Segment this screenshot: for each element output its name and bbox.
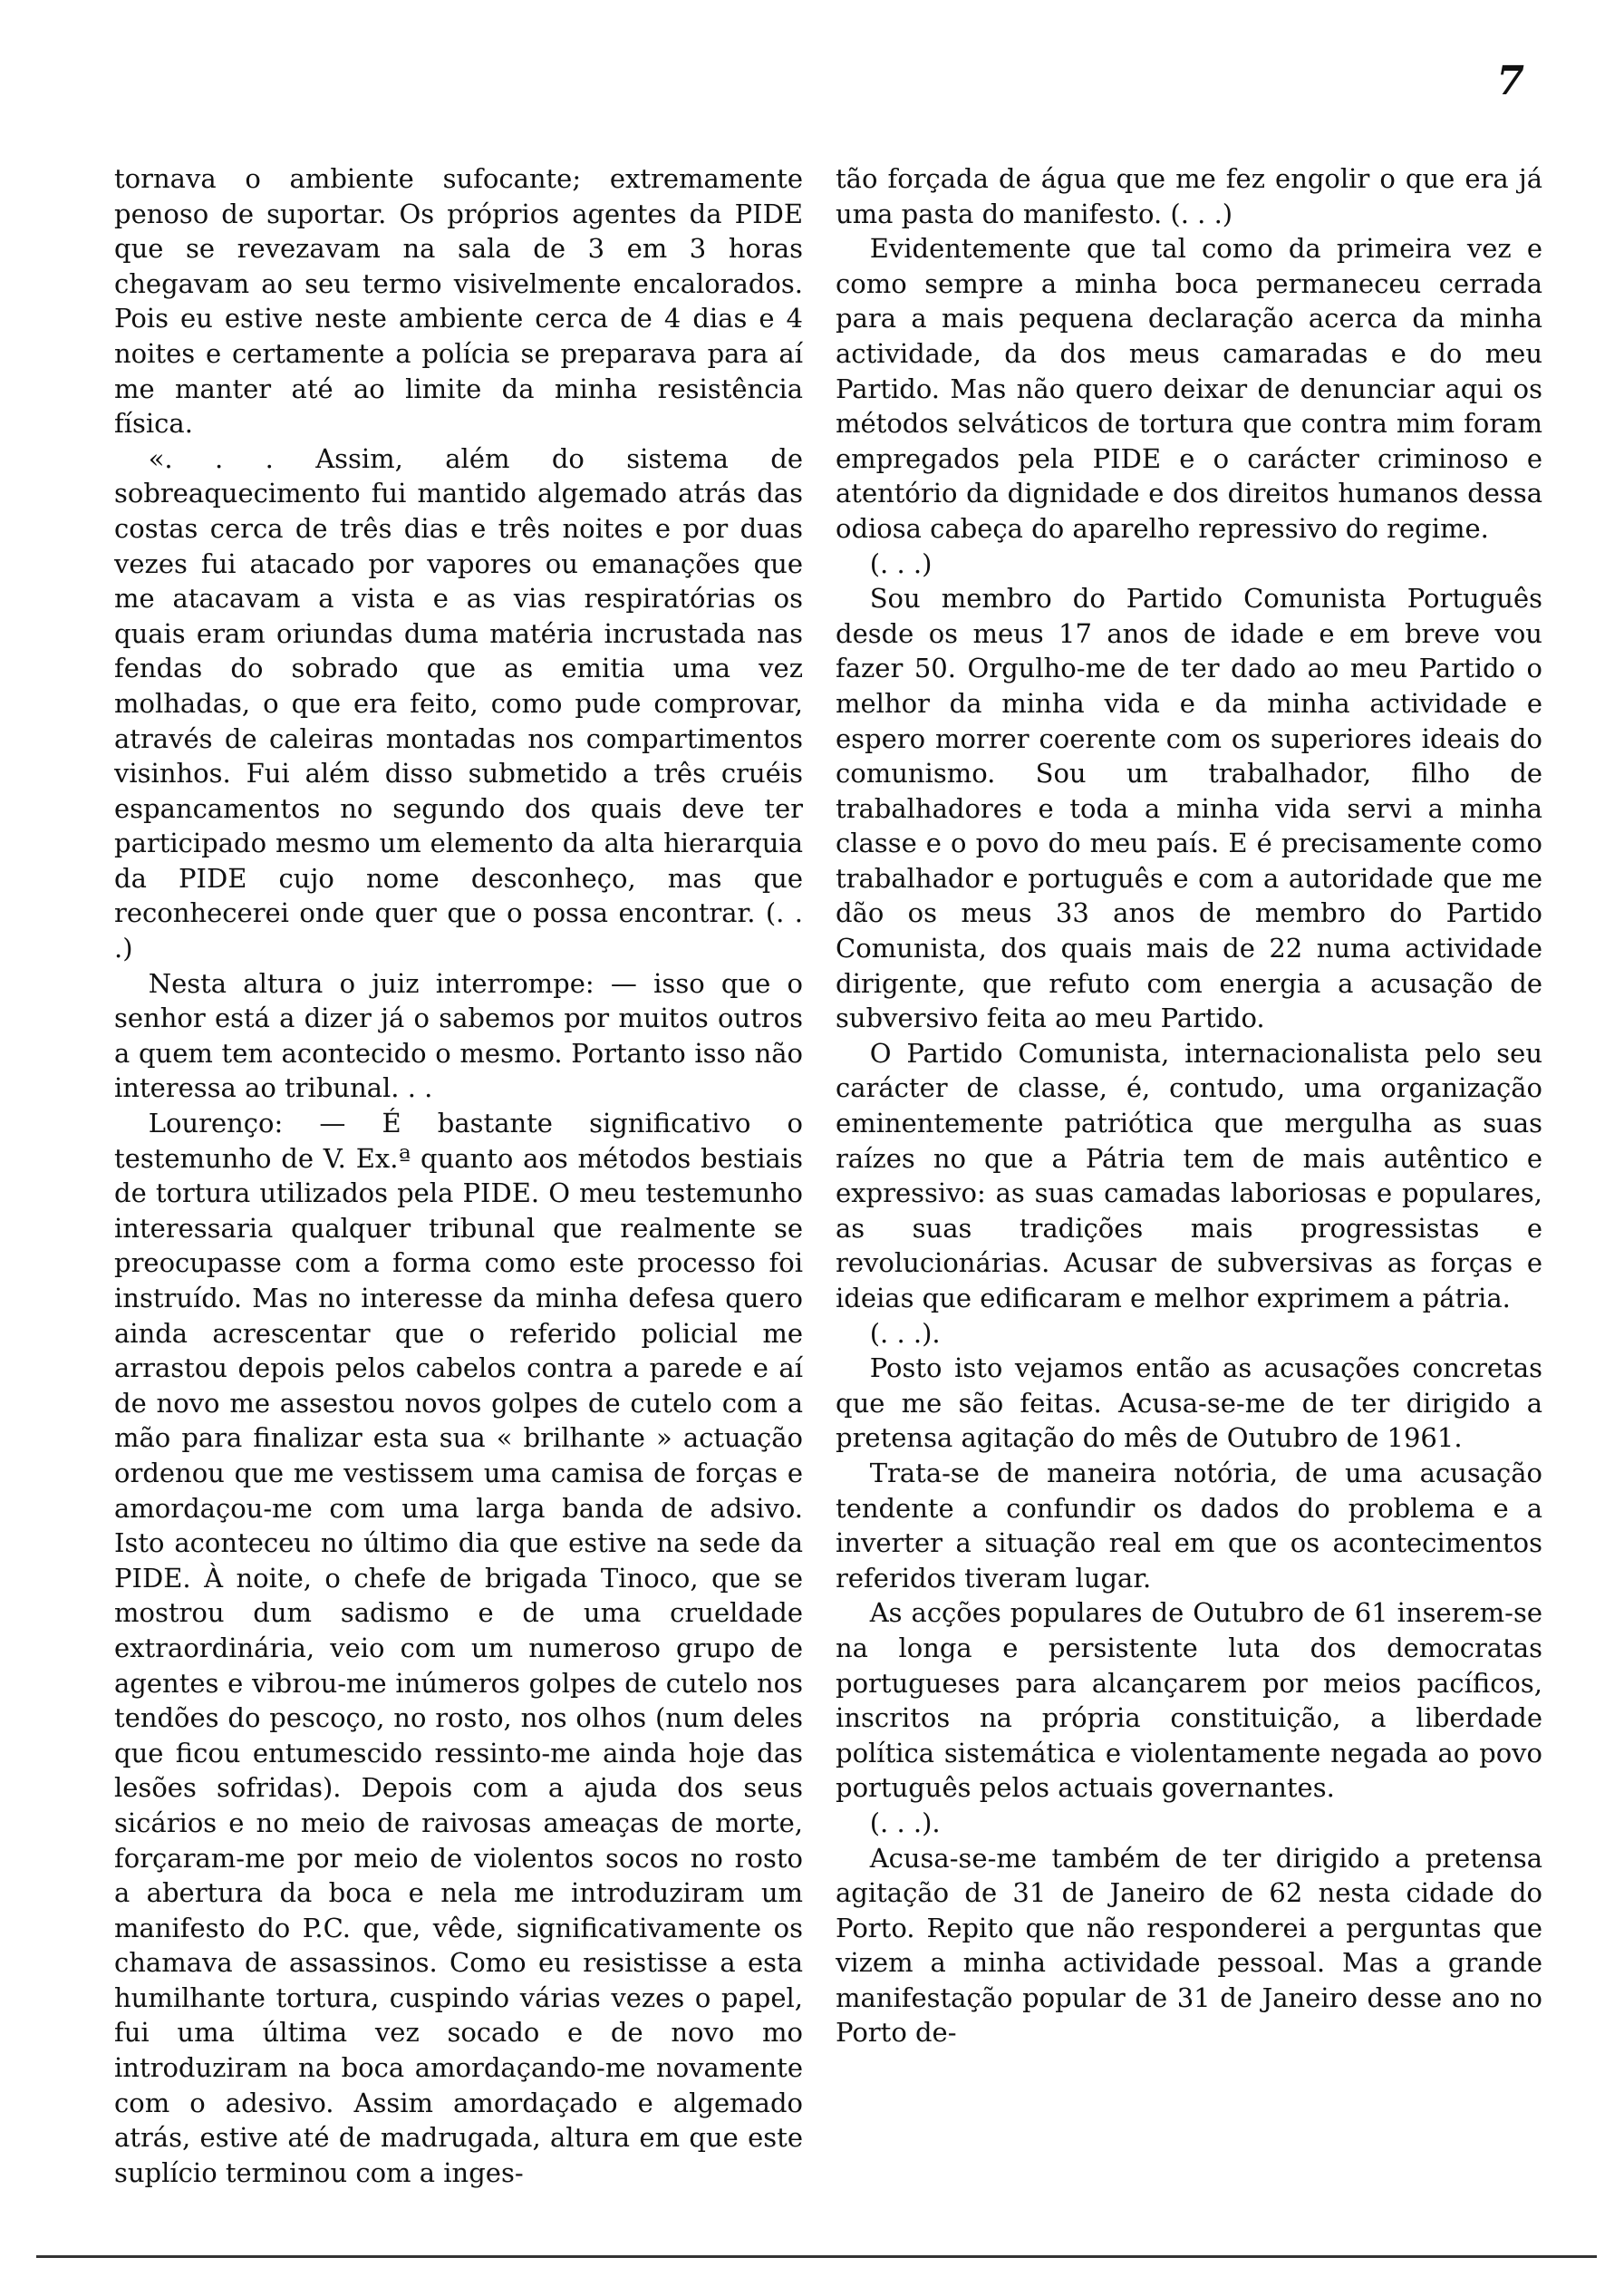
- paragraph: As acções populares de Outubro de 61 inserem-se na longa e persistente luta dos democratas portugueses para alcançarem por meios pacíficos, inscritos na própria constituição, a liberdade política sistemática e violentamente negada ao povo português pelos actuais governantes.: [836, 1597, 1542, 1804]
- paragraph: tão forçada de água que me fez engolir o que era já uma pasta do manifesto. (. . .): [836, 163, 1542, 229]
- paragraph: Nesta altura o juiz interrompe: — isso que o senhor está a dizer já o sabemos por muitos outros a quem tem acontecido o mesmo. Portanto isso não interessa ao tribunal. . .: [114, 967, 803, 1104]
- paragraph: Evidentemente que tal como da primeira vez e como sempre a minha boca permaneceu cerrada para a mais pequena declaração acerca da minha actividade, da dos meus camaradas e do meu Partido. Mas não quero deixar de denunciar aqui os métodos selváticos de tortura que contra mim foram empregados pela PIDE e o carácter criminoso e atentório da dignidade e dos direitos humanos dessa odiosa cabeça do aparelho repressivo do regime.: [836, 233, 1542, 544]
- ellipsis-paragraph: (. . .): [869, 547, 933, 579]
- paragraph: Posto isto vejamos então as acusações concretas que me são feitas. Acusa-se-me de ter dirigido a pretensa agitação do mês de Outubro de 1961.: [836, 1352, 1542, 1454]
- left-text-column: [114, 161, 803, 2190]
- paragraph: «. . . Assim, além do sistema de sobreaquecimento fui mantido algemado atrás das costas cerca de três dias e três noites e por duas vezes fui atacado por vapores ou emanações que me atacavam a vista e as vias respiratórias os quais eram oriundas duma matéria incrustada nas fendas do sobrado que as emitia uma vez molhadas, o que era feito, como pude comprovar, através de caleiras montadas nos compartimentos visinhos. Fui além disso submetido a três cruéis espancamentos no segundo dos quais deve ter participado mesmo um elemento da alta hierarquia da PIDE cujo nome desconheço, mas que reconhecerei onde quer que o possa encontrar. (. . .): [114, 442, 803, 964]
- paragraph: O Partido Comunista, internacionalista pelo seu carácter de classe, é, contudo, uma organização eminentemente patriótica que mergulha as suas raízes no que a Pátria tem de mais autêntico e expressivo: as suas camadas laboriosas e populares, as suas tradições mais progressistas e revolucionárias. Acusar de subversivas as forças e ideias que edificaram e melhor exprimem a pátria.: [836, 1037, 1542, 1313]
- paragraph: tornava o ambiente sufocante; extremamente penoso de suportar. Os próprios agentes da PIDE que se revezavam na sala de 3 em 3 horas chegavam ao seu termo visivelmente encalorados. Pois eu estive neste ambiente cerca de 4 dias e 4 noites e certamente a polícia se preparava para aí me manter até ao limite da minha resistência física.: [114, 163, 803, 440]
- right-text-column: [836, 161, 1542, 2050]
- paragraph: Sou membro do Partido Comunista Português desde os meus 17 anos de idade e em breve vou fazer 50. Orgulho-me de ter dado ao meu Partido o melhor da minha vida e da minha actividade e espero morrer coerente com os superiores ideais do comunismo. Sou um trabalhador, filho de trabalhadores e toda a minha vida servi a minha classe e o povo do meu país. E é precisamente como trabalhador e português e com a autoridade que me dão os meus 33 anos de membro do Partido Comunista, dos quais mais de 22 numa actividade dirigente, que refuto com energia a acusação de subversivo feita ao meu Partido.: [836, 583, 1542, 1034]
- page-number: 7: [1496, 58, 1524, 104]
- paragraph: Trata-se de maneira notória, de uma acusação tendente a confundir os dados do problema e a inverter a situação real em que os acontecimentos referidos tiveram lugar.: [836, 1457, 1542, 1594]
- paragraph: Lourenço: — É bastante significativo o testemunho de V. Ex.ª quanto aos métodos bestiais de tortura utilizados pela PIDE. O meu testemunho interessaria qualquer tribunal que realmente se preocupasse com a forma como este processo foi instruído. Mas no interesse da minha defesa quero ainda acrescentar que o referido policial me arrastou depois pelos cabelos contra a parede e aí de novo me assestou novos golpes de cutelo com a mão para finalizar esta sua « brilhante » actuação ordenou que me vestissem uma camisa de forças e amordaçou-me com uma larga banda de adsivo. Isto aconteceu no último dia que estive na sede da PIDE. À noite, o chefe de brigada Tinoco, que se mostrou dum sadismo e de uma crueldade extraordinária, veio com um numeroso grupo de agentes e vibrou-me inúmeros golpes de cutelo nos tendões do pescoço, no rosto, nos olhos (num deles que ficou entumescido ressinto-me ainda hoje das lesões sofridas). Depois com a ajuda dos seus sicários e no meio de raivosas ameaças de morte, forçaram-me por meio de violentos socos no rosto a abertura da boca e nela me introduziram um manifesto do P.C. que, vêde, significativamente os chamava de assassinos. Como eu resistisse a esta humilhante tortura, cuspindo várias vezes o papel, fui uma última vez socado e de novo mo introduziram na boca amordaçando-me novamente com o adesivo. Assim amordaçado e algemado atrás, estive até de madrugada, altura em que este suplício terminou com a inges-: [114, 1108, 803, 2188]
- bottom-divider: [36, 2255, 1597, 2258]
- ellipsis-paragraph: (. . .).: [869, 1317, 941, 1349]
- paragraph: Acusa-se-me também de ter dirigido a pretensa agitação de 31 de Janeiro de 62 nesta cidade do Porto. Repito que não responderei a perguntas que vizem a minha actividade pessoal. Mas a grande manifestação popular de 31 de Janeiro desse ano no Porto de-: [836, 1842, 1542, 2049]
- ellipsis-paragraph: (. . .).: [869, 1807, 941, 1838]
